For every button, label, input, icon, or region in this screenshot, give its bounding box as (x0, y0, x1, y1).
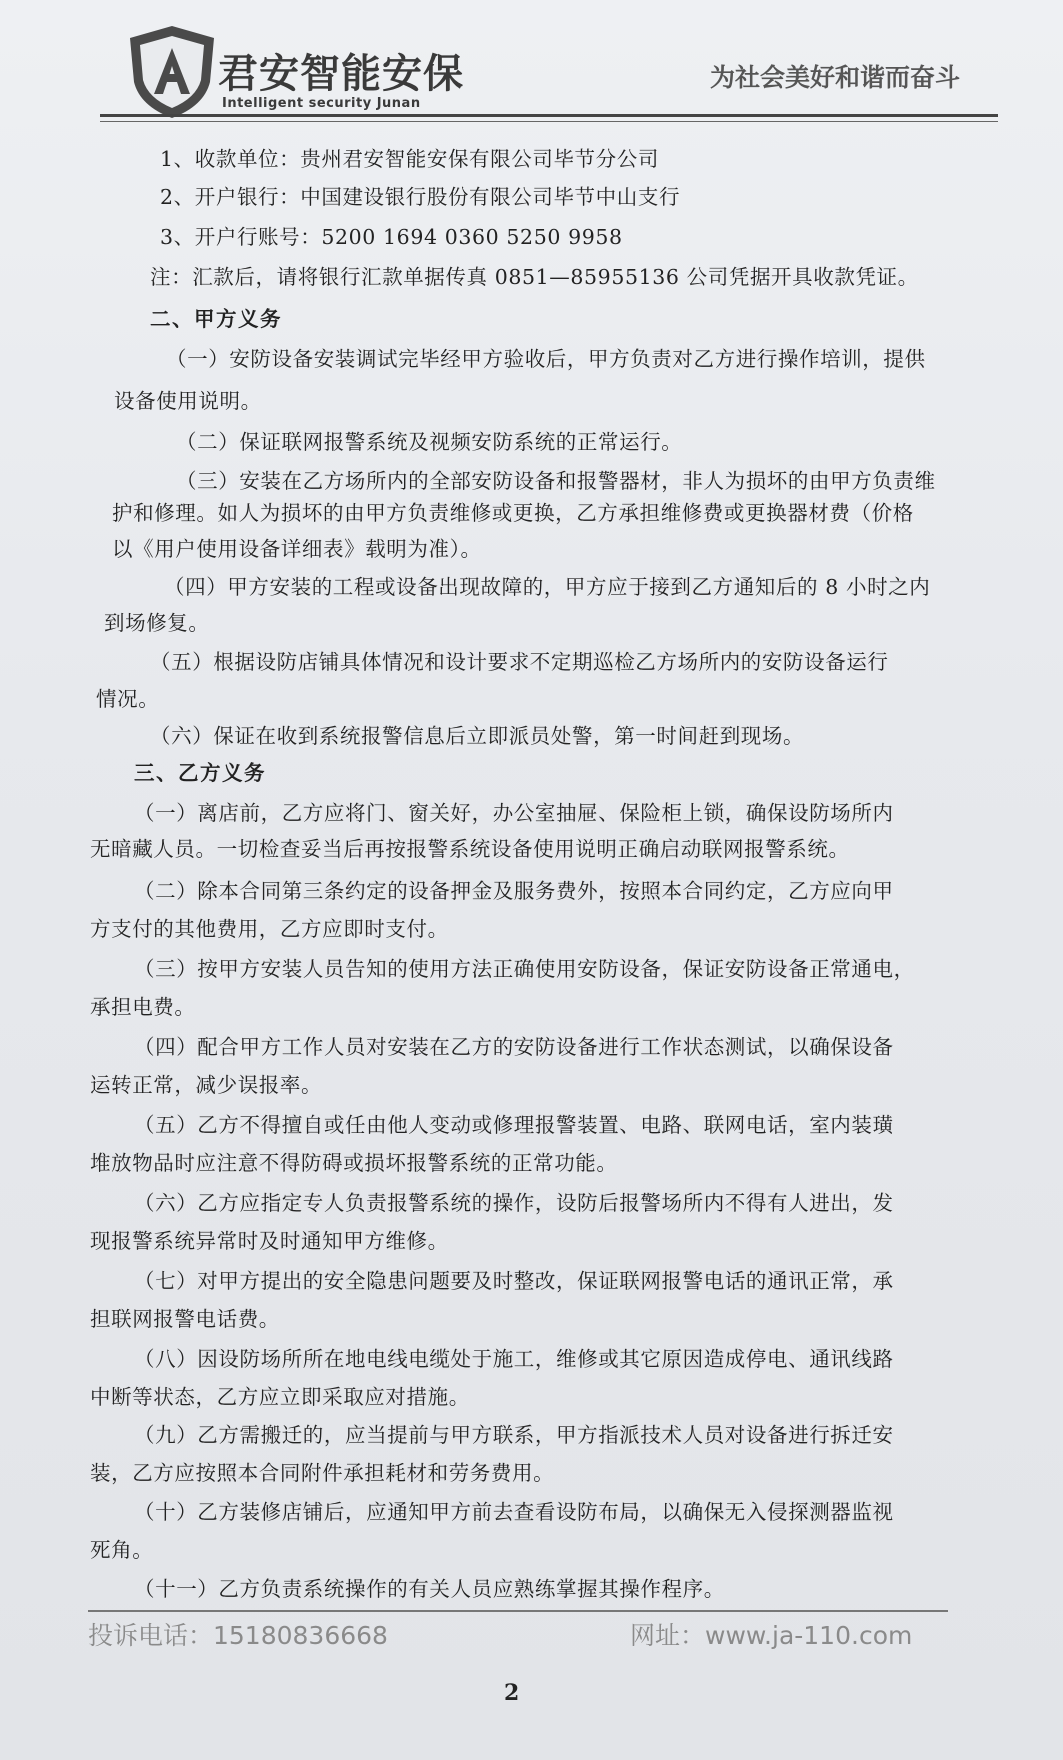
clause-text: 现报警系统异常时及时通知甲方维修。 (90, 1229, 449, 1253)
header-divider (100, 114, 998, 117)
payee-line: 1、收款单位：贵州君安智能安保有限公司毕节分公司 (160, 147, 659, 171)
footer-divider (88, 1610, 948, 1612)
bank-line: 2、开户银行：中国建设银行股份有限公司毕节中山支行 (160, 185, 681, 209)
clause-text: （七）对甲方提出的安全隐患问题要及时整改，保证联网报警电话的通讯正常，承 (134, 1269, 894, 1293)
letterhead (100, 24, 1000, 124)
page-number: 2 (504, 1680, 520, 1706)
complaint-phone: 投诉电话：15180836668 (88, 1621, 388, 1650)
clause-text: 护和修理。如人为损坏的由甲方负责维修或更换，乙方承担维修费或更换器材费（价格 (112, 501, 914, 525)
clause-text: 设备使用说明。 (114, 389, 262, 413)
clause-text: （三）按甲方安装人员告知的使用方法正确使用安防设备，保证安防设备正常通电， (134, 957, 915, 981)
clause-text: 中断等状态，乙方应立即采取应对措施。 (90, 1385, 470, 1409)
clause-text: （八）因设防场所所在地电线电缆处于施工，维修或其它原因造成停电、通讯线路 (134, 1347, 894, 1371)
clause-text: 运转正常，减少误报率。 (90, 1073, 323, 1097)
clause-text: （五）乙方不得擅自或任由他人变动或修理报警装置、电路、联网电话，室内装璜 (134, 1113, 894, 1137)
clause-text: （六）乙方应指定专人负责报警系统的操作，设防后报警场所内不得有人进出，发 (134, 1191, 894, 1215)
clause-text: 死角。 (90, 1538, 154, 1562)
clause-text: （二）除本合同第三条约定的设备押金及服务费外，按照本合同约定，乙方应向甲 (134, 879, 894, 903)
clause-text: 承担电费。 (90, 995, 196, 1019)
clause-text: 以《用户使用设备详细表》载明为准）。 (112, 537, 482, 561)
clause-text: （一）安防设备安装调试完毕经甲方验收后，甲方负责对乙方进行操作培训，提供 (166, 347, 926, 371)
clause-text: （二）保证联网报警系统及视频安防系统的正常运行。 (176, 430, 683, 454)
section-heading-party-b: 三、乙方义务 (134, 761, 266, 785)
clause-text: 情况。 (96, 687, 160, 711)
section-heading-party-a: 二、甲方义务 (150, 307, 282, 331)
account-number-line: 3、开户行账号：5200 1694 0360 5250 9958 (160, 225, 623, 249)
clause-text: 装，乙方应按照本合同附件承担耗材和劳务费用。 (90, 1461, 555, 1485)
clause-text: 堆放物品时应注意不得防碍或损坏报警系统的正常功能。 (90, 1151, 618, 1175)
clause-text: 到场修复。 (104, 611, 210, 635)
clause-text: （十）乙方装修店铺后，应通知甲方前去查看设防布局，以确保无入侵探测器监视 (134, 1500, 894, 1524)
clause-text: 担联网报警电话费。 (90, 1307, 280, 1331)
clause-text: （十一）乙方负责系统操作的有关人员应熟练掌握其操作程序。 (134, 1577, 725, 1601)
clause-text: （四）配合甲方工作人员对安装在乙方的安防设备进行工作状态测试，以确保设备 (134, 1035, 894, 1059)
clause-text: 无暗藏人员。一切检查妥当后再按报警系统设备使用说明正确启动联网报警系统。 (90, 837, 850, 861)
clause-text: （一）离店前，乙方应将门、窗关好，办公室抽屉、保险柜上锁，确保设防场所内 (134, 801, 894, 825)
clause-text: （五）根据设防店铺具体情况和设计要求不定期巡检乙方场所内的安防设备运行 (150, 650, 889, 674)
website-link[interactable]: 网址：www.ja-110.com (630, 1621, 913, 1650)
brand-english-name: Intelligent security Junan (222, 96, 421, 111)
header-divider-thin (100, 121, 998, 122)
remittance-note: 注：汇款后，请将银行汇款单据传真 0851—85955136 公司凭据开具收款凭证。 (150, 265, 919, 289)
clause-text: （六）保证在收到系统报警信息后立即派员处警，第一时间赶到现场。 (150, 724, 805, 748)
clause-text: （三）安装在乙方场所内的全部安防设备和报警器材，非人为损坏的由甲方负责维 (176, 469, 936, 493)
shield-logo-icon (126, 24, 218, 120)
company-slogan: 为社会美好和谐而奋斗 (709, 63, 960, 92)
clause-text: （九）乙方需搬迁的，应当提前与甲方联系，甲方指派技术人员对设备进行拆迁安 (134, 1423, 894, 1447)
clause-text: 方支付的其他费用，乙方应即时支付。 (90, 917, 449, 941)
clause-text: （四）甲方安装的工程或设备出现故障的，甲方应于接到乙方通知后的 8 小时之内 (164, 575, 931, 599)
brand-name: 君安智能安保 (218, 51, 464, 97)
